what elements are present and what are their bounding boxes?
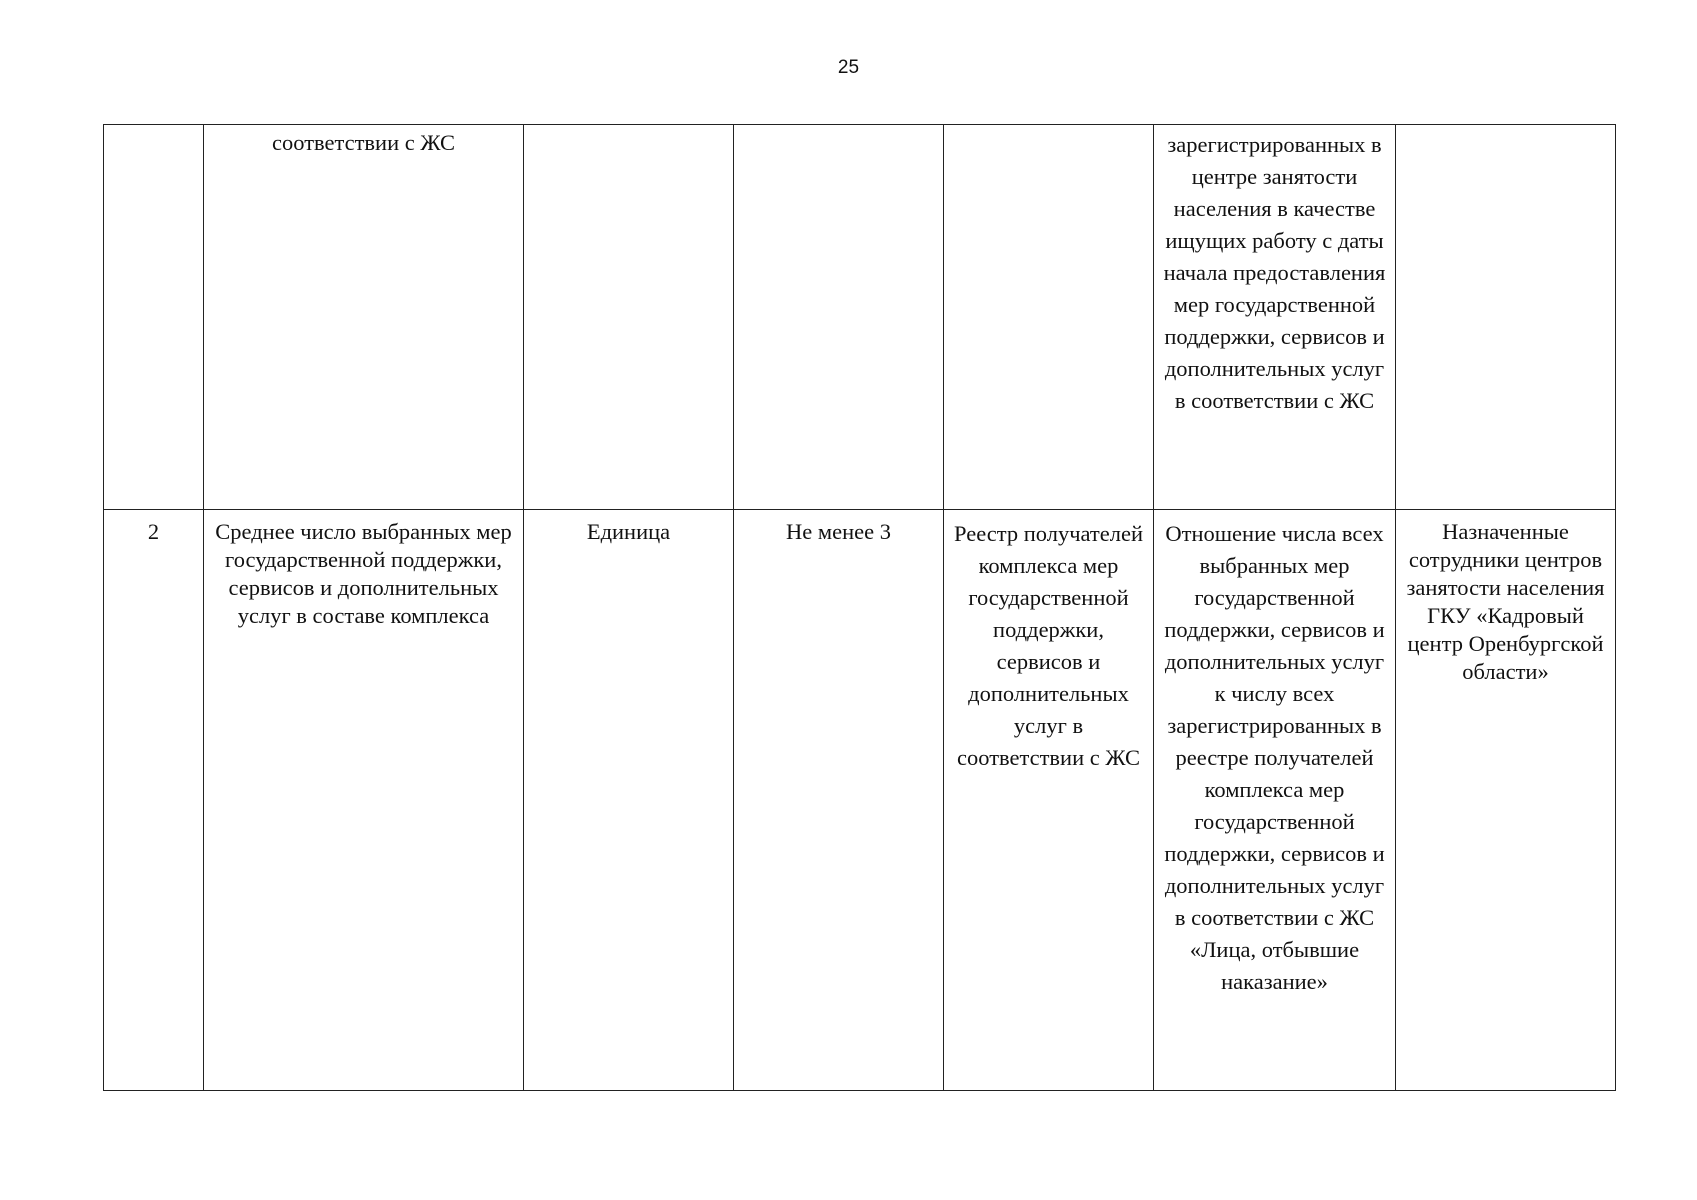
cell-unit: Единица	[524, 510, 734, 1091]
cell-responsible	[1396, 125, 1616, 510]
cell-method: зарегистрированных в центре занятости населения в качестве ищущих работу с даты начала предоставления мер государственной поддержки, сервисов и дополнительных услуг в соответствии с ЖС	[1154, 125, 1396, 510]
cell-no	[104, 125, 204, 510]
cell-source	[944, 125, 1154, 510]
cell-indicator: соответствии с ЖС	[204, 125, 524, 510]
cell-source: Реестр получателей комплекса мер государственной поддержки, сервисов и дополнительных услуг в соответствии с ЖС	[944, 510, 1154, 1091]
cell-method: Отношение числа всех выбранных мер государственной поддержки, сервисов и дополнительных услуг к числу всех зарегистрированных в реестре получателей комплекса мер государственной поддержки, сервисов и дополнительных услуг в соответствии с ЖС «Лица, отбывшие наказание»	[1154, 510, 1396, 1091]
cell-target	[734, 125, 944, 510]
cell-target: Не менее 3	[734, 510, 944, 1091]
table-row	[104, 510, 1616, 1091]
page-number: 25	[837, 57, 860, 78]
cell-unit	[524, 125, 734, 510]
cell-indicator: Среднее число выбранных мер государственной поддержки, сервисов и дополнительных услуг в составе комплекса	[204, 510, 524, 1091]
indicator-table	[103, 124, 1616, 1091]
cell-no: 2	[104, 510, 204, 1091]
cell-responsible: Назначенные сотрудники центров занятости населения ГКУ «Кадровый центр Оренбургской области»	[1396, 510, 1616, 1091]
table-row	[104, 125, 1616, 510]
